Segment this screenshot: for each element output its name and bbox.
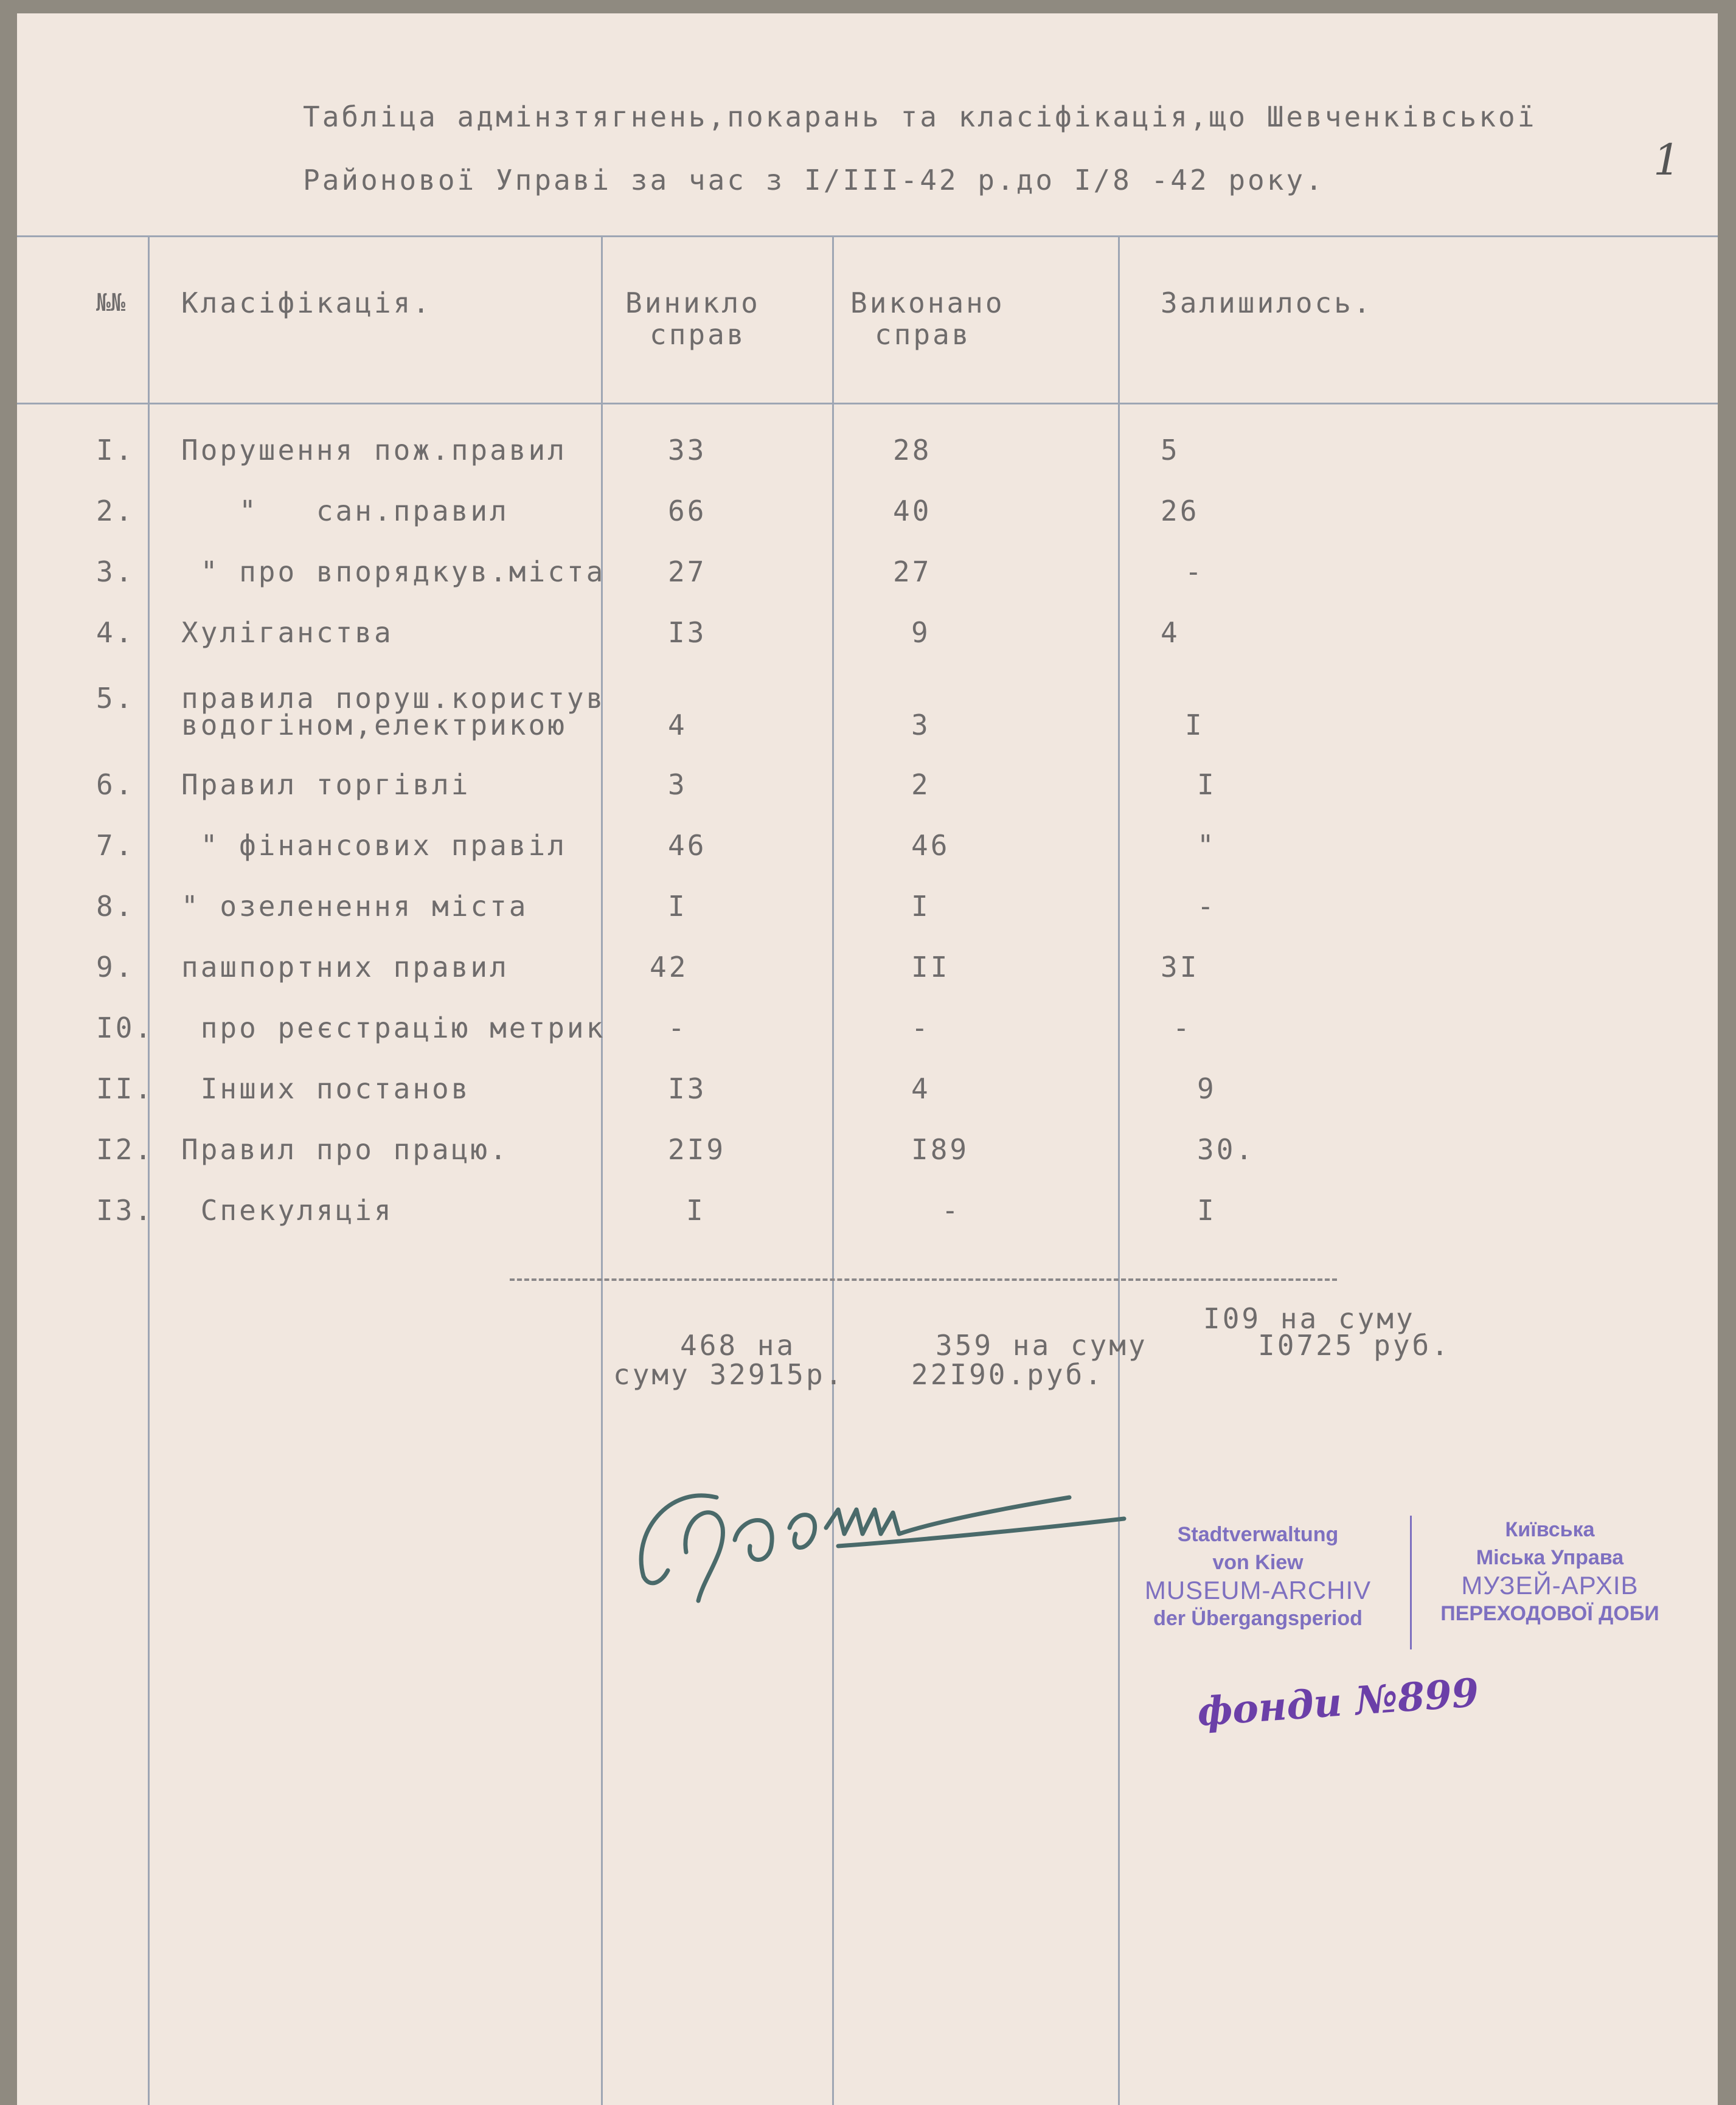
document-title-line1: Табліца адмінзтягнень,покарань та класіфікація,що Шевченківської [303,100,1537,133]
document-title-line2: Районової Управі за час з I/III-42 р.до I/8 -42 року. [303,164,1325,196]
row-9-arisen: 42 [650,951,689,983]
row-8-num: 8. [96,890,135,923]
row-1-left: 5 [1161,434,1180,466]
row-13-num: I3. [96,1194,155,1227]
row-13-label: Спекуляція [181,1194,394,1227]
row-6-left: I [1197,768,1217,801]
header-classification: Класіфікація. [181,286,432,319]
row-11-label: Інших постанов [181,1072,471,1105]
header-arisen-line2: справ [650,318,746,351]
row-10-arisen: - [668,1011,687,1044]
row-5-label-line2: водогіном,електрикою [181,709,567,741]
row-7-left: " [1197,829,1217,862]
row-6-arisen: 3 [668,768,687,801]
column-rule-done [1118,235,1120,2105]
row-9-num: 9. [96,951,135,983]
row-1-done: 28 [893,434,932,466]
row-13-arisen: I [686,1194,706,1227]
row-5-label: правила поруш.користув [181,682,606,715]
row-6-num: 6. [96,768,135,801]
row-2-done: 40 [893,494,932,527]
row-10-left: - [1173,1011,1192,1044]
row-3-arisen: 27 [668,555,707,588]
page-number: 1 [1653,135,1681,185]
row-3-left: - [1185,555,1204,588]
stamp-uk-line4: ПЕРЕХОДОВОЇ ДОБИ [1440,1602,1659,1625]
row-12-left: 30. [1197,1133,1255,1166]
row-5-done: 3 [911,709,931,741]
row-9-label: пашпортних правил [181,951,509,983]
total-left-line2: I0725 руб. [1258,1329,1451,1362]
row-4-num: 4. [96,616,135,649]
document-sheet [17,13,1718,2105]
row-11-num: II. [96,1072,155,1105]
row-12-arisen: 2I9 [668,1133,726,1166]
row-13-left: I [1197,1194,1217,1227]
stamp-de-line4: der Übergangsperiod [1153,1607,1363,1630]
total-left-line1: I09 на суму [1203,1302,1415,1335]
row-3-num: 3. [96,555,135,588]
row-12-done: I89 [911,1133,970,1166]
header-done-line1: Виконано [850,286,1005,319]
column-rule-num [148,235,150,2105]
row-8-arisen: I [668,890,687,923]
row-10-num: I0. [96,1011,155,1044]
row-11-done: 4 [911,1072,931,1105]
header-arisen-line1: Виникло [625,286,760,319]
row-4-done: 9 [911,616,931,649]
stamp-de-line2: von Kiew [1212,1551,1304,1574]
column-rule-classification [601,235,603,2105]
row-5-num: 5. [96,682,135,715]
table-header-rule [17,403,1718,404]
header-num: №№ [96,289,126,317]
stamp-de-line3: MUSEUM-ARCHIV [1144,1576,1372,1604]
row-10-label: про реєстрацію метрик [181,1011,606,1044]
row-13-done: - [942,1194,961,1227]
row-7-num: 7. [96,829,135,862]
row-11-arisen: I3 [668,1072,707,1105]
row-12-num: I2. [96,1133,155,1166]
stamp-uk-line3: МУЗЕЙ-АРХІВ [1461,1571,1639,1600]
row-1-label: Порушення пож.правил [181,434,567,466]
row-6-done: 2 [911,768,931,801]
row-10-done: - [911,1011,931,1044]
column-rule-arisen [832,235,834,2105]
row-2-arisen: 66 [668,494,707,527]
total-arisen-line2: суму 32915р. [613,1358,845,1391]
row-7-arisen: 46 [668,829,707,862]
row-4-arisen: I3 [668,616,707,649]
table-top-rule [17,235,1718,237]
row-12-label: Правил про працю. [181,1133,509,1166]
row-9-left: 3I [1161,951,1200,983]
row-9-done: II [911,951,950,983]
row-4-label: Хуліганства [181,616,394,649]
archive-fond-note: фонди №899 [1195,1670,1481,1736]
row-1-arisen: 33 [668,434,707,466]
stamp-uk-line1: Київська [1505,1518,1595,1541]
row-11-left: 9 [1197,1072,1217,1105]
stamp-de-line1: Stadtverwaltung [1177,1523,1339,1546]
total-done-line2: 22I90.руб. [911,1358,1104,1391]
header-left: Залишилось. [1161,286,1373,319]
row-8-left: - [1197,890,1217,923]
row-3-label: " про впорядкув.міста [181,555,606,588]
row-2-num: 2. [96,494,135,527]
row-2-left: 26 [1161,494,1200,527]
stamp-separator [1410,1516,1412,1649]
total-done-line1: 359 на суму [936,1329,1148,1362]
signature [619,1461,1148,1607]
row-7-done: 46 [911,829,950,862]
row-2-label: " сан.правил [181,494,509,527]
row-1-num: I. [96,434,135,466]
row-3-done: 27 [893,555,932,588]
row-8-done: I [911,890,931,923]
stamp-german [1112,1521,1404,1632]
stamp-ukrainian [1416,1516,1684,1628]
row-5-arisen: 4 [668,709,687,741]
header-done-line2: справ [875,318,971,351]
stamp-uk-line2: Міська Управа [1476,1546,1624,1569]
row-6-label: Правил торгівлі [181,768,471,801]
totals-separator [510,1278,1337,1281]
row-7-label: " фінансових правіл [181,829,567,862]
total-arisen-line1: 468 на [680,1329,796,1362]
row-5-left: I [1185,709,1204,741]
row-8-label: " озеленення міста [181,890,529,923]
row-4-left: 4 [1161,616,1180,649]
